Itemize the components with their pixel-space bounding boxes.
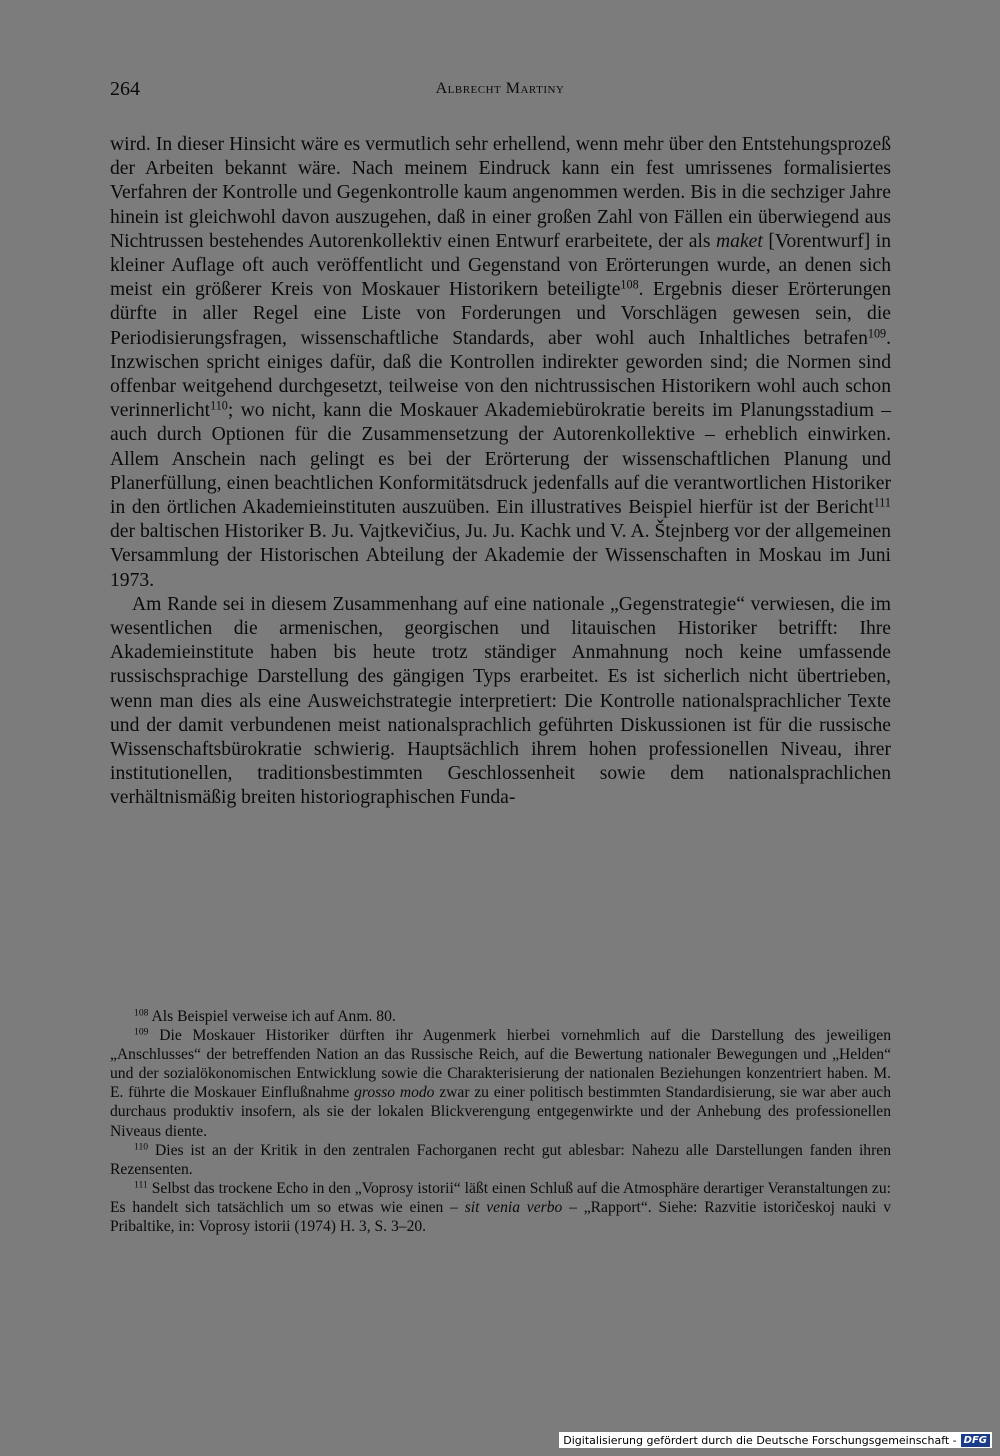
attribution-text: Digitalisierung gefördert durch die Deutsche Forschungsgemeinschaft - — [563, 1433, 957, 1447]
footnote-ref[interactable]: 110 — [210, 398, 228, 413]
footnote-ref[interactable]: 109 — [867, 325, 887, 340]
italic-term: maket — [716, 230, 763, 252]
footnote-110: $^{110}$ Dies ist an der Kritik in den zentralen Fachorganen recht gut ablesbar: Nahezu alle Darstellungen fanden ihren Rezensenten. — [110, 1141, 891, 1178]
dfg-attribution — [559, 1432, 992, 1448]
footnote-number: 111 — [134, 1179, 148, 1191]
footnote-number: 108 — [134, 1007, 149, 1019]
footnote-ref[interactable]: 108 — [620, 277, 639, 292]
paragraph-2: Am Rande sei in diesem Zusammenhang auf eine nationale „Gegenstrategie“ verwiesen, die im wesentlichen die armenischen, georgischen und litauischen Historiker betrifft: Ihre Akademieinstitute haben bis heute trotz ständiger Anmahnung noch keine umfassende russischsprachige Darstellung des gängigen Typs erarbeitet. Es ist sicherlich nicht übertrieben, wenn man dies als eine Ausweichstrategie interpretiert: Die Kontrolle nationalsprachlicher Texte und der damit verbundenen meist nationalsprachlich geführten Diskussionen ist für die russische Wissenschaftsbürokratie schwierig. Hauptsächlich ihrem hohen professionellen Niveau, ihrer institutionellen, traditionsbestimmten Geschlossenheit sowie dem nationalsprachlichen verhältnismäßig breiten historiographischen Funda- — [110, 593, 891, 809]
dfg-logo-icon: DFG — [961, 1434, 990, 1447]
page-header — [110, 78, 890, 108]
footnote-108: $^{108}$ Als Beispiel verweise ich auf Anm. 80. — [134, 1007, 396, 1025]
italic-term: sit venia verbo — [464, 1198, 563, 1216]
italic-term: grosso modo — [354, 1084, 435, 1102]
page-number: 264 — [110, 78, 140, 100]
body-text — [110, 133, 891, 811]
footnotes — [110, 1007, 891, 1236]
running-head: Albrecht Martiny — [435, 80, 565, 97]
paragraph-1: wird. In dieser Hinsicht wäre es vermutlich sehr erhellend, wenn mehr über den Entstehungsprozeß der Arbeiten bekannt wäre. Nach meinem Eindruck kann ein fest umrissenes formalisiertes Verfahren der Kontrolle und Gegenkontrolle kaum angenommen werden. Bis in die sechziger Jahre hinein ist gleichwohl davon auszugehen, daß in einer großen Zahl von Fällen ein überwiegend aus Nichtrussen bestehendes Autorenkollektiv einen Entwurf erarbeitete, der als maket [Vorentwurf] in kleiner Auflage oft auch veröffentlicht und Gegenstand von Erörterungen wurde, an denen sich meist ein größerer Kreis von Moskauer Historikern beteiligte$^{108}$. Ergebnis dieser Erörterungen dürfte in aller Regel eine Liste von Forderungen und Vorschlägen gewesen sein, die Periodisierungsfragen, wissenschaftliche Standards, aber wohl auch Inhaltliches betrafen$^{109}$. Inzwischen spricht einiges dafür, daß die Kontrollen indirekter geworden sind; die Normen sind offenbar weitgehend durchgesetzt, teilweise von den nichtrussischen Historikern wohl auch schon verinnerlicht$^{110}$; wo nicht, kann die Moskauer Akademiebürokratie bereits im Planungsstadium – auch durch Optionen für die Zusammensetzung der Autorenkollektive – erheblich einwirken. Allem Anschein nach gelingt es bei der Erörterung der wissenschaftlichen Planung und Planerfüllung, einen beachtlichen Konformitätsdruck jedenfalls auf die verantwortlichen Historiker in den örtlichen Akademieinstituten auszuüben. Ein illustratives Beispiel hierfür ist der Bericht$^{111}$ der baltischen Historiker B. Ju. Vajtkevičius, Ju. Ju. Kachk und V. A. Štejnberg vor der allgemeinen Versammlung der Historischen Abteilung der Akademie der Wissenschaften in Moskau im Juni 1973. — [110, 134, 891, 591]
footnote-109: $^{109}$ Die Moskauer Historiker dürften ihr Augenmerk hierbei vornehmlich auf die Darstellung des jeweiligen „Anschlusses“ der betreffenden Nation an das Russische Reich, auf die Bewertung nationaler Bewegungen und „Helden“ und der sozialökonomischen Entwicklung sowie die Charakterisierung der nationalen Beziehungen konzentriert haben. M. E. führte die Moskauer Einflußnahme grosso modo zwar zu einer politisch bestimmten Standardisierung, sie war aber auch durchaus produktiv insofern, als sie der lokalen Blickverengung entgegenwirkte und der Anhebung des professionellen Niveaus diente. — [110, 1026, 891, 1140]
footnote-111: $^{111}$ Selbst das trockene Echo in den „Voprosy istorii“ läßt einen Schluß auf die Atmosphäre derartiger Veranstaltungen zu: Es handelt sich tatsächlich um so etwas wie einen – sit venia verbo – „Rapport“. Siehe: Razvitie istoričeskoj nauki v Pribaltike, in: Voprosy istorii (1974) H. 3, S. 3–20. — [110, 1179, 891, 1236]
footnote-ref[interactable]: 111 — [873, 495, 891, 510]
footnote-number: 110 — [134, 1141, 149, 1153]
footnote-number: 109 — [134, 1026, 149, 1038]
